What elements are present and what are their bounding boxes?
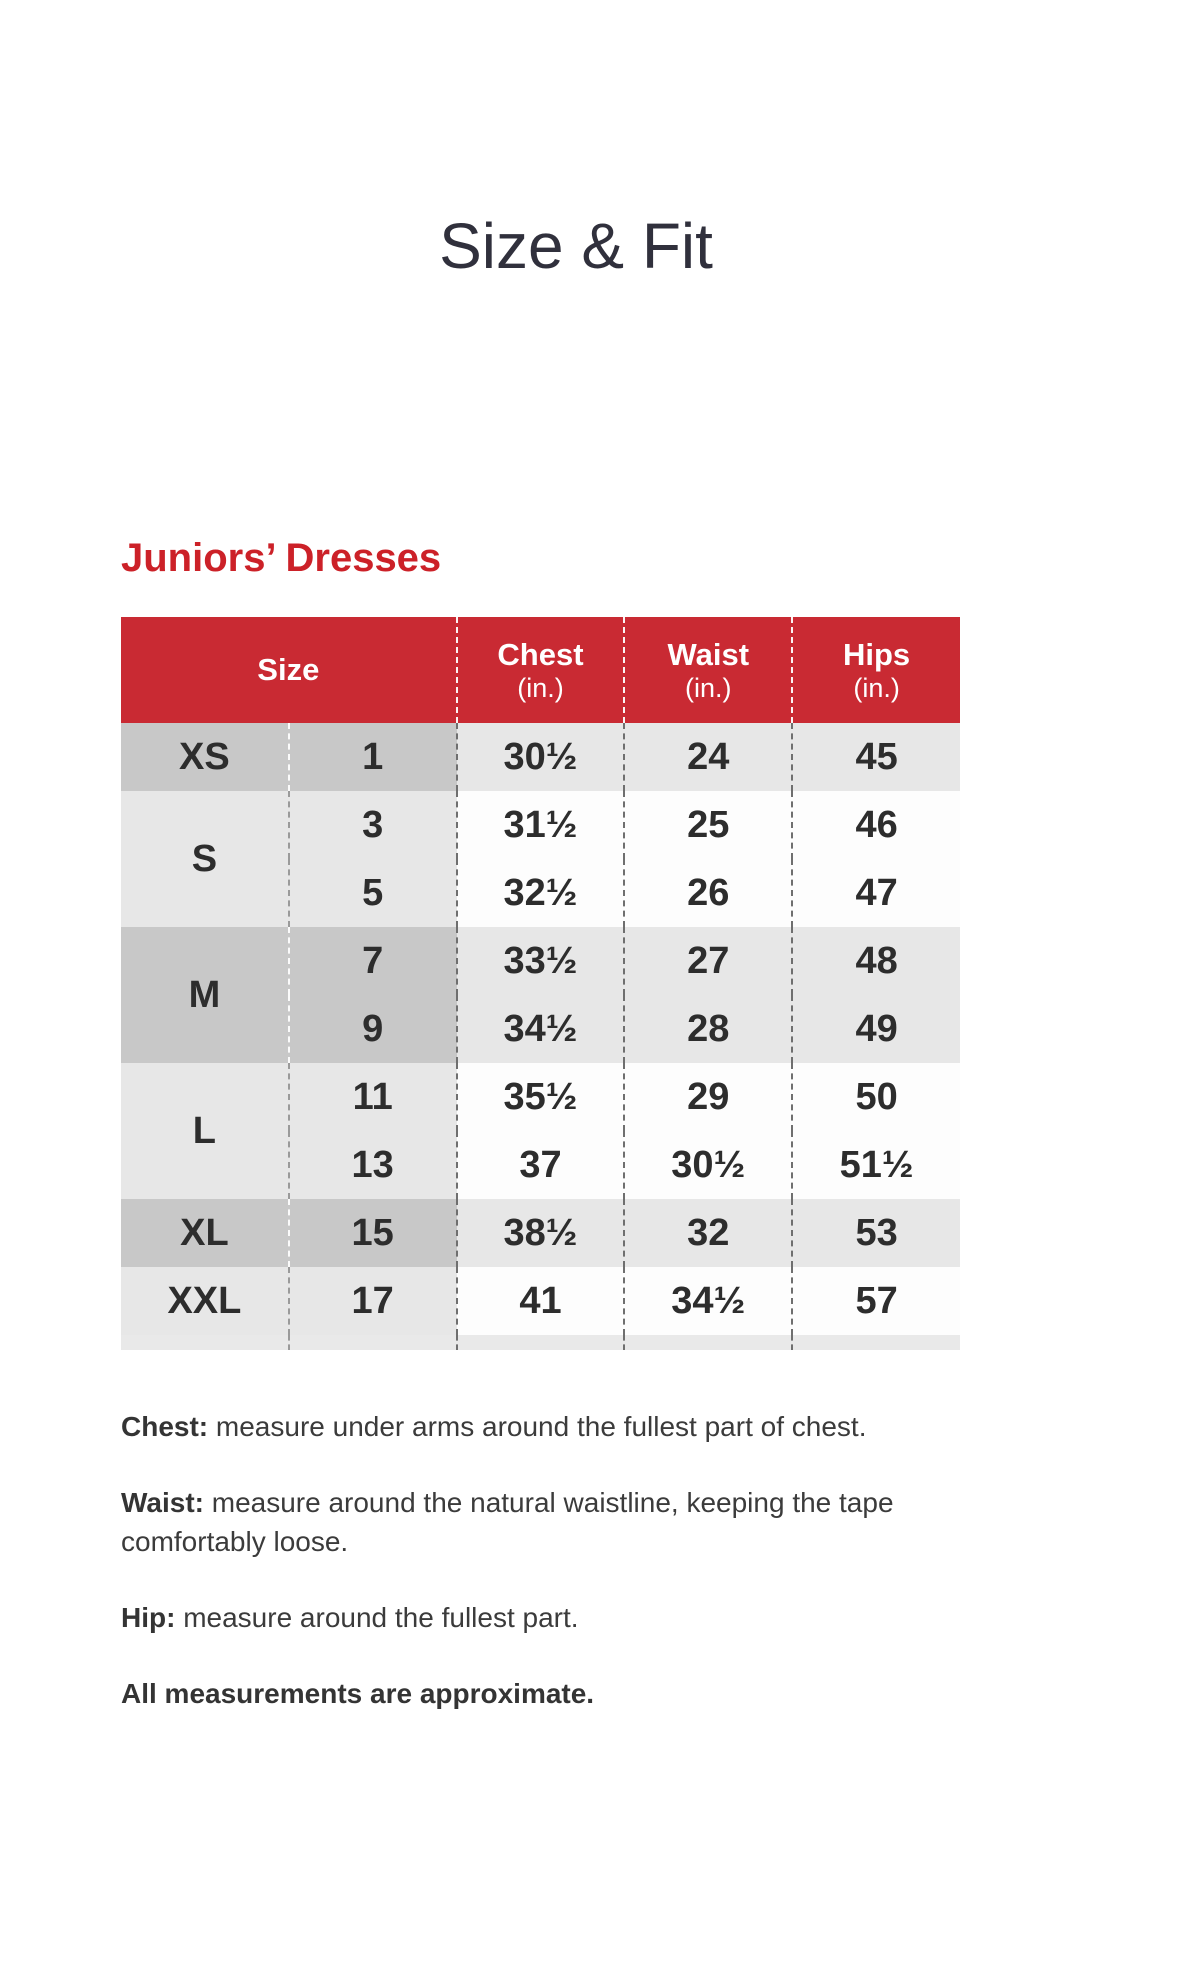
header-row bbox=[121, 617, 960, 723]
column-header-hips bbox=[792, 617, 960, 723]
chest-value-cell: 30½ bbox=[457, 723, 625, 791]
size-letter-cell: S bbox=[121, 791, 289, 927]
page-title: Size & Fit bbox=[439, 210, 713, 282]
size-number-cell: 11 bbox=[289, 1063, 457, 1131]
measurement-notes bbox=[121, 1407, 966, 1750]
hips-value-cell: 50 bbox=[792, 1063, 960, 1131]
size-number-cell: 13 bbox=[289, 1131, 457, 1199]
column-header-waist bbox=[624, 617, 792, 723]
waist-value-cell: 32 bbox=[624, 1199, 792, 1267]
size-chart-table bbox=[121, 617, 960, 1350]
hips-value-cell: 48 bbox=[792, 927, 960, 995]
size-chart-header bbox=[121, 617, 960, 723]
note-text: measure under arms around the fullest part of chest. bbox=[208, 1411, 867, 1442]
size-number-cell: 3 bbox=[289, 791, 457, 859]
chest-value-cell: 34½ bbox=[457, 995, 625, 1063]
size-number-cell: 15 bbox=[289, 1199, 457, 1267]
size-number-cell: 5 bbox=[289, 859, 457, 927]
chest-column-unit: (in.) bbox=[517, 672, 564, 703]
waist-value-cell: 28 bbox=[624, 995, 792, 1063]
note-text: measure around the natural waistline, keeping the tape comfortably loose. bbox=[121, 1487, 894, 1557]
size-number-cell: 17 bbox=[289, 1267, 457, 1335]
waist-value-cell: 25 bbox=[624, 791, 792, 859]
size-letter-cell: XXL bbox=[121, 1267, 289, 1335]
waist-value-cell: 29 bbox=[624, 1063, 792, 1131]
note-lead: All measurements are approximate. bbox=[121, 1678, 595, 1709]
size-letter-cell: XL bbox=[121, 1199, 289, 1267]
hips-value-cell: 57 bbox=[792, 1267, 960, 1335]
waist-value-cell: 27 bbox=[624, 927, 792, 995]
hips-column-unit: (in.) bbox=[853, 672, 900, 703]
waist-value-cell: 24 bbox=[624, 723, 792, 791]
chest-value-cell: 31½ bbox=[457, 791, 625, 859]
measurement-note bbox=[121, 1483, 966, 1561]
waist-column-label: Waist bbox=[667, 636, 750, 672]
size-row bbox=[121, 723, 960, 791]
hips-column-label: Hips bbox=[843, 636, 911, 672]
size-number-cell: 7 bbox=[289, 927, 457, 995]
note-text: measure around the fullest part. bbox=[175, 1602, 579, 1633]
size-letter-cell: M bbox=[121, 927, 289, 1063]
size-column-label: Size bbox=[257, 652, 320, 687]
note-lead: Chest: bbox=[121, 1411, 209, 1442]
waist-value-cell: 26 bbox=[624, 859, 792, 927]
chest-value-cell: 41 bbox=[457, 1267, 625, 1335]
chest-column-label: Chest bbox=[497, 636, 584, 672]
measurement-note bbox=[121, 1598, 966, 1637]
chest-value-cell: 38½ bbox=[457, 1199, 625, 1267]
size-row bbox=[121, 927, 960, 995]
chest-value-cell: 32½ bbox=[457, 859, 625, 927]
size-row bbox=[121, 1199, 960, 1267]
column-header-chest bbox=[457, 617, 625, 723]
size-number-cell: 9 bbox=[289, 995, 457, 1063]
spacer-cell bbox=[624, 1335, 792, 1350]
hips-value-cell: 51½ bbox=[792, 1131, 960, 1199]
note-lead: Hip: bbox=[121, 1602, 176, 1633]
hips-value-cell: 47 bbox=[792, 859, 960, 927]
spacer-cell bbox=[289, 1335, 457, 1350]
size-row bbox=[121, 1063, 960, 1131]
waist-column-unit: (in.) bbox=[685, 672, 732, 703]
hips-value-cell: 45 bbox=[792, 723, 960, 791]
chest-value-cell: 37 bbox=[457, 1131, 625, 1199]
note-lead: Waist: bbox=[121, 1487, 204, 1518]
hips-value-cell: 49 bbox=[792, 995, 960, 1063]
size-letter-cell: XS bbox=[121, 723, 289, 791]
size-number-cell: 1 bbox=[289, 723, 457, 791]
table-bottom-spacer bbox=[121, 1335, 960, 1350]
size-row bbox=[121, 1267, 960, 1335]
section-heading: Juniors’ Dresses bbox=[121, 536, 442, 580]
size-row bbox=[121, 791, 960, 859]
hips-value-cell: 46 bbox=[792, 791, 960, 859]
spacer-cell bbox=[792, 1335, 960, 1350]
spacer-cell bbox=[457, 1335, 625, 1350]
hips-value-cell: 53 bbox=[792, 1199, 960, 1267]
waist-value-cell: 34½ bbox=[624, 1267, 792, 1335]
spacer-cell bbox=[121, 1335, 289, 1350]
chest-value-cell: 33½ bbox=[457, 927, 625, 995]
measurement-note bbox=[121, 1407, 966, 1446]
measurement-note bbox=[121, 1674, 966, 1713]
size-letter-cell: L bbox=[121, 1063, 289, 1199]
chest-value-cell: 35½ bbox=[457, 1063, 625, 1131]
column-header-size bbox=[121, 617, 457, 723]
waist-value-cell: 30½ bbox=[624, 1131, 792, 1199]
size-chart-body bbox=[121, 723, 960, 1350]
